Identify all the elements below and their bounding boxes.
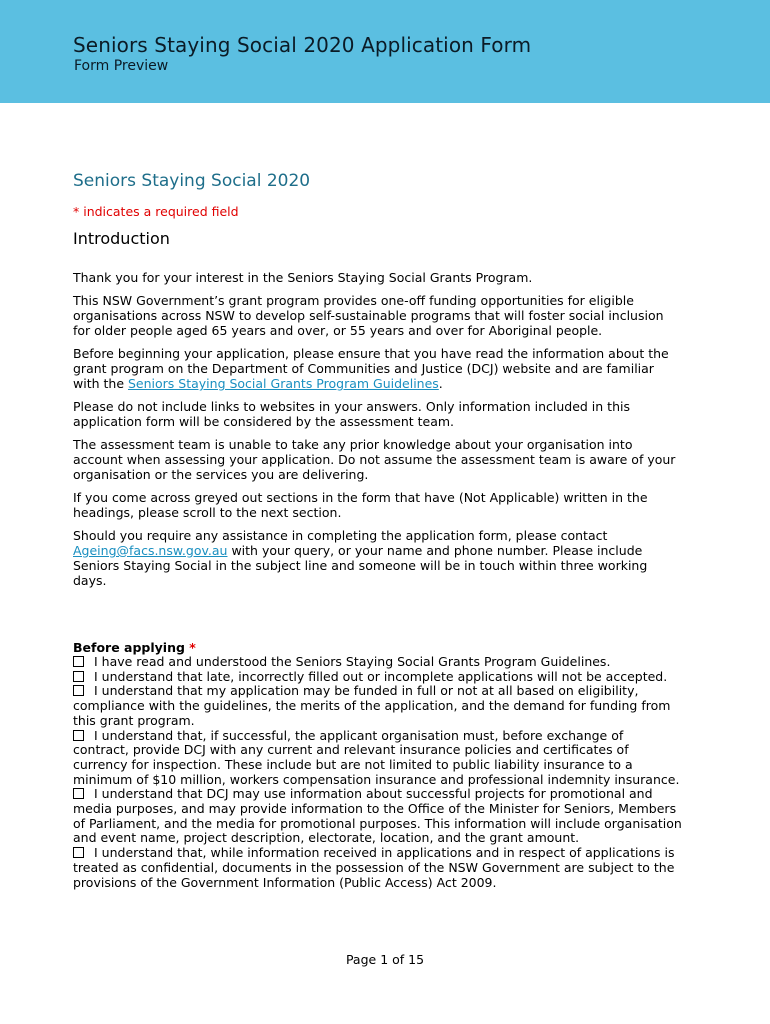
checkbox[interactable] <box>73 788 84 799</box>
checklist-item[interactable] <box>73 729 683 788</box>
intro-paragraph-6: If you come across greyed out sections in the form that have (Not Applicable) written in the headings, please scroll to the next section. <box>73 490 648 520</box>
page-title: Seniors Staying Social 2020 Application Form <box>73 33 532 57</box>
guidelines-link[interactable]: Seniors Staying Social Grants Program Guidelines <box>127 376 439 391</box>
checklist-item-text: I understand that, while information received in applications and in respect of applications is treated as confidential, documents in the possession of the NSW Government are subject to the provisions of the Government Information (Public Access) Act 2009. <box>73 845 675 890</box>
checkbox[interactable] <box>73 847 84 858</box>
page-header <box>0 0 770 103</box>
checklist-item-text: I have read and understood the Seniors Staying Social Grants Program Guidelines. <box>94 654 611 669</box>
intro-paragraph-7-end: with your query, or your name and phone number. Please include Seniors Staying Social in the subject line and someone will be in touch within three working days. <box>73 543 648 588</box>
before-applying-label-text: Before applying <box>73 640 185 655</box>
page-number: Page 1 of 15 <box>345 952 425 967</box>
checklist-item-text: I understand that DCJ may use information about successful projects for promotional and media purposes, and may provide information to the Office of the Minister for Seniors, Members of Parliament, and the media for promotional purposes. This information will include organisation and event name, project description, electorate, location, and the grant amount. <box>73 786 682 846</box>
checkbox[interactable] <box>73 685 84 696</box>
checklist-item[interactable] <box>73 670 683 685</box>
checklist-item-text: I understand that, if successful, the applicant organisation must, before exchange of contract, provide DCJ with any current and relevant insurance policies and certificates of currency for inspection. These include but are not limited to public liability insurance to a minimum of $10 million, workers compensation insurance and professional indemnity insurance. <box>73 727 680 787</box>
intro-paragraph-4: Please do not include links to websites in your answers. Only information included in this application form will be considered by the assessment team. <box>73 399 630 429</box>
form-content <box>73 170 683 890</box>
intro-paragraph-2: This NSW Government’s grant program provides one-off funding opportunities for eligible organisations across NSW to develop self-sustainable programs that will foster social inclusion for older people aged 65 years and over, or 55 years and over for Aboriginal people. <box>73 293 664 338</box>
checklist-item-text: I understand that my application may be funded in full or not at all based on eligibility, compliance with the guidelines, the merits of the application, and the demand for funding from this grant program. <box>73 683 671 728</box>
checkbox[interactable] <box>73 730 84 741</box>
section-heading-introduction: Introduction <box>73 229 170 248</box>
checklist-item[interactable] <box>73 655 683 670</box>
before-applying-checklist <box>73 655 683 890</box>
intro-paragraph-7-text: Should you require any assistance in completing the application form, please contact <box>73 528 608 543</box>
checklist-item[interactable] <box>73 684 683 728</box>
required-field-note: * indicates a required field <box>73 204 239 219</box>
intro-paragraph-3 <box>73 346 683 391</box>
required-marker: * <box>189 640 196 655</box>
intro-paragraph-3-end: . <box>438 376 443 391</box>
form-title: Seniors Staying Social 2020 <box>73 171 311 191</box>
checklist-item[interactable] <box>73 787 683 846</box>
intro-paragraph-3-text: Before beginning your application, please ensure that you have read the information about the grant program on the Department of Communities and Justice (DCJ) website and are familiar with the <box>73 346 669 391</box>
checklist-item[interactable] <box>73 846 683 890</box>
before-applying-label <box>73 640 683 655</box>
intro-paragraph-1: Thank you for your interest in the Seniors Staying Social Grants Program. <box>73 270 533 285</box>
contact-email-link[interactable]: Ageing@facs.nsw.gov.au <box>73 543 228 558</box>
checkbox[interactable] <box>73 671 84 682</box>
intro-paragraph-7 <box>73 528 683 588</box>
checklist-item-text: I understand that late, incorrectly filled out or incomplete applications will not be accepted. <box>94 668 668 684</box>
intro-paragraph-5: The assessment team is unable to take any prior knowledge about your organisation into account when assessing your application. Do not assume the assessment team is aware of your organisation or the services you are delivering. <box>73 437 676 482</box>
page-subtitle: Form Preview <box>74 58 169 74</box>
checkbox[interactable] <box>73 656 84 667</box>
